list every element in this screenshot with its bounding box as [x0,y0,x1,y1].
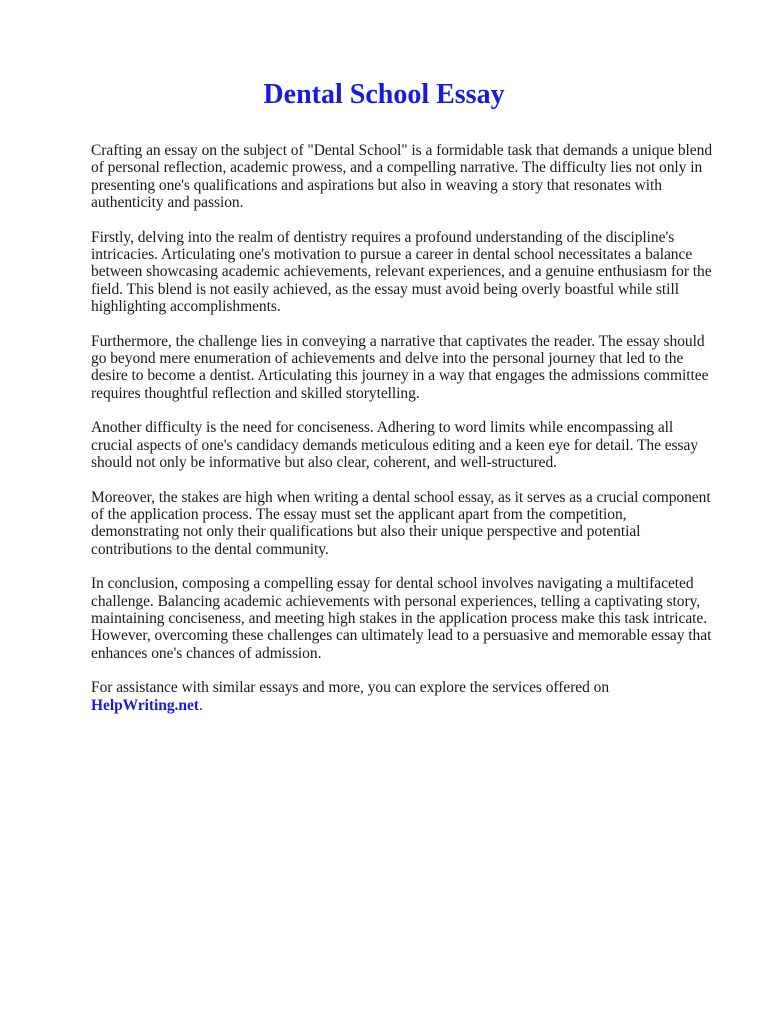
page-title: Dental School Essay [263,79,505,110]
paragraph-stakes: Moreover, the stakes are high when writing a dental school essay, as it serves as a crucial component of the application process. The essay must set the applicant apart from the competition, demonstrating not only their qualifications but also their unique perspective and potential contributions to the dental community. [91,488,711,558]
paragraph-furthermore: Furthermore, the challenge lies in conveying a narrative that captivates the reader. The essay should go beyond mere enumeration of achievements and delve into the personal journey that led to the desire to become a dentist. Articulating this journey in a way that engages the admissions committee requires thoughtful reflection and skilled storytelling. [91,332,709,402]
link-suffix: . [198,696,203,714]
paragraph-closing [91,679,716,714]
paragraph-conclusion: In conclusion, composing a compelling essay for dental school involves navigating a multifaceted challenge. Balancing academic achievements with personal experiences, telling a captivating story, maintaining conciseness, and meeting high stakes in the application process make this task intricate. However, overcoming these challenges can ultimately lead to a persuasive and memorable essay that enhances one's chances of admission. [91,575,712,662]
paragraph-intro: Crafting an essay on the subject of "Dental School" is a formidable task that demands a unique blend of personal reflection, academic prowess, and a compelling narrative. The difficulty lies not only in presenting one's qualifications and aspirations but also in weaving a story that resonates with authenticity and passion. [91,142,713,212]
paragraph-conciseness: Another difficulty is the need for conciseness. Adhering to word limits while encompassing all crucial aspects of one's candidacy demands meticulous editing and a keen eye for detail. The essay should not only be informative but also clear, coherent, and well-structured. [91,419,699,472]
paragraph-firstly: Firstly, delving into the realm of dentistry requires a profound understanding of the discipline's intricacies. Articulating one's motivation to pursue a career in dental school necessitates a balance between showcasing academic achievements, relevant experiences, and a genuine enthusiasm for the field. This blend is not easily achieved, as the essay must avoid being overly boastful while still highlighting accomplishments. [91,228,712,316]
closing-text: For assistance with similar essays and more, you can explore the services offered on [91,679,610,697]
helpwriting-link[interactable]: HelpWriting.net [91,696,199,714]
